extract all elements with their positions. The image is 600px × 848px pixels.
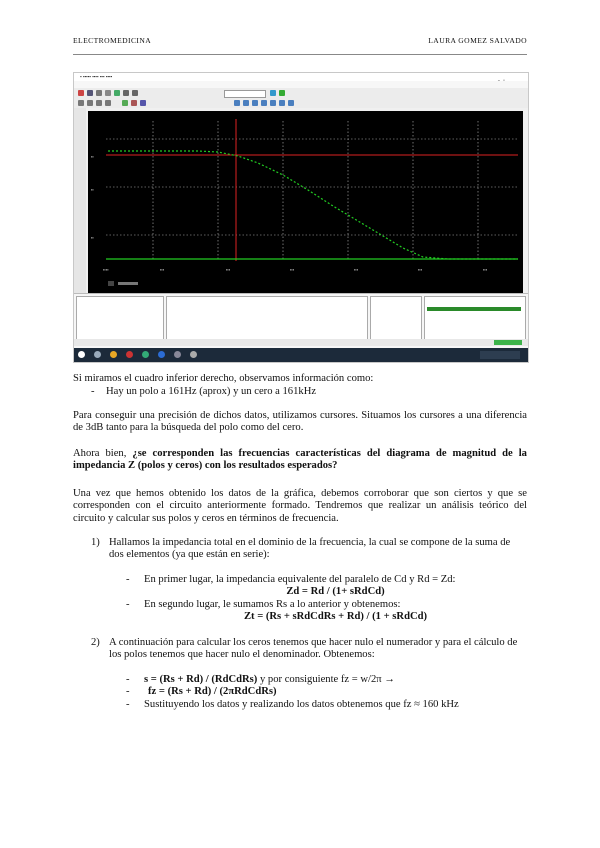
undo-icon[interactable]	[123, 90, 129, 96]
paragraph-analysis: Una vez que hemos obtenido los datos de la gráfica, debemos corroborar que son ciertos y que se corresponden con el circuito anteriormente formado. Tendremos que realizar un análisis teórico del circuito y calcular sus polos y ceros en términos de frecuencia.	[73, 488, 527, 524]
progress-indicator	[494, 340, 522, 345]
paragraph-intro: Si miramos el cuadro inferior derecho, observamos información como:	[73, 373, 374, 384]
list-dash: -	[126, 699, 130, 710]
side-toolbar	[74, 108, 86, 293]
paragraph-question	[73, 448, 527, 473]
list-dash: -	[126, 686, 130, 697]
item-number-2: 2)	[91, 637, 100, 648]
slope-icon[interactable]	[270, 100, 276, 106]
question-bold: ¿se corresponden las frecuencias características del diagrama de magnitud de la impedancia Z (polos y ceros) con los resultados esperados?	[73, 448, 527, 472]
profile-dropdown[interactable]	[224, 90, 266, 98]
toolbar-bottom	[74, 98, 528, 108]
sub-item-s	[144, 674, 395, 686]
equation-zd: Zd = Rd / (1+ sRdCd)	[286, 586, 385, 597]
windows-taskbar	[74, 348, 528, 362]
new-icon[interactable]	[78, 90, 84, 96]
start-icon[interactable]	[78, 351, 85, 358]
equation-s-rest: y por consiguiente fz = w/2π →	[257, 674, 395, 685]
header-right: LAURA GOMEZ SALVADO	[428, 36, 527, 45]
sub-item-parallel: En primer lugar, la impedancia equivalente del paralelo de Cd y Rd = Zd:	[144, 574, 456, 585]
y-tick-label: ▪▪	[91, 154, 94, 159]
question-lead: Ahora bien,	[73, 448, 133, 459]
equation-fz: fz = (Rs + Rd) / (2πRdCdRs)	[148, 686, 277, 697]
list-item-pole-zero: Hay un polo a 161Hz (aprox) y un cero a 161kHz	[106, 386, 317, 397]
run-icon[interactable]	[114, 90, 120, 96]
equation-zt: Zt = (Rs + sRdCdRs + Rd) / (1 + sRdCd)	[243, 611, 428, 622]
add-trace-icon[interactable]	[122, 100, 128, 106]
peak-icon[interactable]	[252, 100, 258, 106]
x-tick-label: ▪▪▪	[226, 267, 231, 272]
x-tick-label: ▪▪▪	[418, 267, 423, 272]
magnitude-trace	[108, 151, 518, 259]
x-tick-label: ▪▪▪▪	[103, 267, 109, 272]
list-dash: -	[126, 599, 130, 610]
chrome-icon[interactable]	[142, 351, 149, 358]
paragraph-cursors: Para conseguir una precisión de dichos datos, utilizamos cursores. Situamos los cursores a una diferencia de 3dB tanto para la búsqueda del polo como del cero.	[73, 410, 527, 434]
list-dash: -	[91, 386, 95, 397]
item-number-1: 1)	[91, 537, 100, 548]
window-titlebar: ▪ ▪▪▪▪▪ ▪▪▪▪ ▪▪▪ ▪▪▪▪	[74, 73, 528, 81]
y-tick-label: ▪▪	[91, 187, 94, 192]
zoom-area-icon[interactable]	[96, 100, 102, 106]
probe-plot	[88, 111, 523, 293]
max-icon[interactable]	[288, 100, 294, 106]
system-tray	[480, 351, 520, 359]
x-tick-label: ▪▪▪	[160, 267, 165, 272]
selected-result-row[interactable]	[427, 307, 521, 311]
toolbar-top	[74, 88, 528, 98]
x-tick-label: ▪▪▪	[354, 267, 359, 272]
sub-item-series: En segundo lugar, le sumamos Rs a lo anterior y obtenemos:	[144, 599, 401, 610]
app-icon[interactable]	[126, 351, 133, 358]
zoom-fit-icon[interactable]	[105, 100, 111, 106]
y-tick-label: ▪▪	[91, 235, 94, 240]
zoom-out-icon[interactable]	[87, 100, 93, 106]
redo-icon[interactable]	[132, 90, 138, 96]
plot-canvas	[88, 111, 523, 293]
list-dash: -	[126, 674, 130, 685]
x-tick-label: ▪▪▪	[483, 267, 488, 272]
list-dash: -	[126, 574, 130, 585]
legend-label	[118, 282, 138, 285]
header-left: ELECTROMEDICINA	[73, 36, 152, 45]
x-tick-label: ▪▪▪	[290, 267, 295, 272]
item-impedance: Hallamos la impedancia total en el dominio de la frecuencia, la cual se compone de la suma de dos elementos (ya que están en serie):	[109, 537, 511, 561]
open-icon[interactable]	[87, 90, 93, 96]
search-icon[interactable]	[94, 351, 101, 358]
header-divider	[73, 54, 527, 55]
sub-item-result: Sustituyendo los datos y realizando los datos obtenemos que fz ≈ 160 kHz	[144, 699, 459, 710]
marker-icon[interactable]	[140, 100, 146, 106]
legend-marker	[108, 281, 114, 286]
min-icon[interactable]	[279, 100, 285, 106]
folder-icon[interactable]	[110, 351, 117, 358]
item-zeros-poles: A continuación para calcular los ceros tenemos que hacer nulo el numerador y para el cálculo de los polos tenemos que hacer nulo el denominador. Obtenemos:	[109, 637, 518, 661]
save-icon[interactable]	[96, 90, 102, 96]
cut-icon[interactable]	[105, 90, 111, 96]
zoom-in-icon[interactable]	[78, 100, 84, 106]
play-icon[interactable]	[279, 90, 285, 96]
grid-icon[interactable]	[243, 100, 249, 106]
status-bar	[74, 339, 528, 346]
menu-bar	[74, 81, 528, 88]
word-icon[interactable]	[158, 351, 165, 358]
axis-settings-icon[interactable]	[234, 100, 240, 106]
app-icon[interactable]	[190, 351, 197, 358]
trough-icon[interactable]	[261, 100, 267, 106]
simulation-screenshot	[73, 72, 529, 363]
pspice-icon[interactable]	[174, 351, 181, 358]
simulate-icon[interactable]	[270, 90, 276, 96]
equation-s: s = (Rs + Rd) / (RdCdRs)	[144, 674, 258, 685]
cursor-icon[interactable]	[131, 100, 137, 106]
